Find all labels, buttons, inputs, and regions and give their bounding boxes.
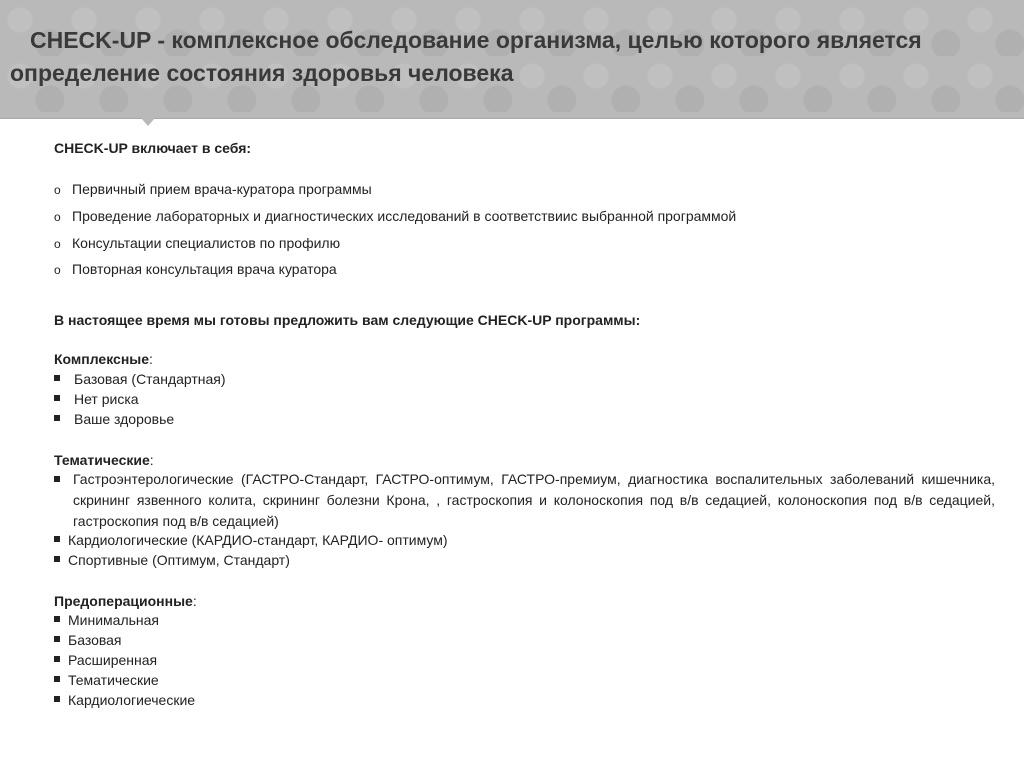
- thematic-item: [54, 550, 290, 570]
- square-bullet-icon: [54, 476, 60, 482]
- square-bullet-icon: [54, 656, 60, 662]
- preop-item-label: Расширенная: [68, 652, 158, 668]
- thematic-heading: Тематические:: [54, 452, 154, 468]
- preop-item-label: Тематические: [68, 672, 159, 688]
- title-bold: CHECK-UP -: [30, 27, 166, 53]
- square-bullet-icon: [54, 395, 60, 401]
- complex-item: [54, 389, 139, 409]
- intro-item: [54, 180, 372, 199]
- circle-bullet-icon: o: [54, 183, 61, 197]
- preop-item: [54, 630, 122, 650]
- thematic-heading-label: Тематические: [54, 452, 150, 468]
- preop-heading: Предоперационные:: [54, 593, 197, 609]
- title-rest: комплексное обследование организма, целью которого является определение состояния здоровья человека: [10, 27, 922, 86]
- offer-heading: В настоящее время мы готовы предложить вам следующие CHECK-UP программы:: [54, 312, 641, 328]
- preop-item: [54, 690, 195, 710]
- preop-item: [54, 610, 159, 630]
- thematic-item: [54, 469, 995, 532]
- intro-item-label: Проведение лабораторных и диагностических исследований в соответствиис выбранной программой: [72, 208, 737, 224]
- header-banner: [0, 0, 1024, 119]
- square-bullet-icon: [54, 676, 60, 682]
- thematic-item-label: Спортивные (Оптимум, Стандарт): [68, 552, 290, 568]
- square-bullet-icon: [54, 636, 60, 642]
- preop-item: [54, 650, 157, 670]
- thematic-item-label: Кардиологические (КАРДИО-стандарт, КАРДИО- оптимум): [68, 532, 448, 548]
- square-bullet-icon: [54, 556, 60, 562]
- intro-item-label: Консультации специалистов по профилю: [72, 235, 341, 251]
- complex-heading-label: Комплексные: [54, 351, 150, 367]
- circle-bullet-icon: o: [54, 210, 61, 224]
- preop-item-label: Базовая: [68, 632, 122, 648]
- complex-item: [54, 409, 174, 429]
- preop-item: [54, 670, 159, 690]
- complex-item-label: Ваше здоровье: [74, 411, 175, 427]
- preop-item-label: Минимальная: [68, 612, 160, 628]
- square-bullet-icon: [54, 415, 60, 421]
- preop-item-label: Кардиологиеческие: [68, 692, 196, 708]
- complex-item-label: Базовая (Стандартная): [74, 371, 226, 387]
- intro-item: [54, 260, 337, 279]
- complex-item-label: Нет риска: [74, 391, 139, 407]
- square-bullet-icon: [54, 375, 60, 381]
- complex-heading: Комплексные:: [54, 351, 153, 367]
- intro-item-label: Повторная консультация врача куратора: [72, 261, 337, 277]
- square-bullet-icon: [54, 696, 60, 702]
- intro-item: [54, 207, 736, 226]
- complex-item: [54, 369, 226, 389]
- intro-item-label: Первичный прием врача-куратора программы: [72, 181, 372, 197]
- thematic-item-label: Гастроэнтерологические (ГАСТРО-Стандарт, ГАСТРО-оптимум, ГАСТРО-премиум, диагностика воспалительных заболеваний кишечника, скрининг язвенного колита, скрининг болезни Крона, , гастроскопия и колоноскопия под в/в седацией, колоноскопия под в/в седацией, гастроскопия под в/в седацией): [73, 471, 995, 529]
- intro-item: [54, 234, 340, 253]
- square-bullet-icon: [54, 536, 60, 542]
- preop-heading-label: Предоперационные: [54, 593, 193, 609]
- header-notch: [141, 118, 155, 126]
- circle-bullet-icon: o: [54, 263, 61, 277]
- intro-heading: CHECK-UP включает в себя:: [54, 140, 252, 156]
- thematic-item: [54, 530, 448, 550]
- page-title: [10, 24, 1010, 90]
- circle-bullet-icon: o: [54, 237, 61, 251]
- square-bullet-icon: [54, 616, 60, 622]
